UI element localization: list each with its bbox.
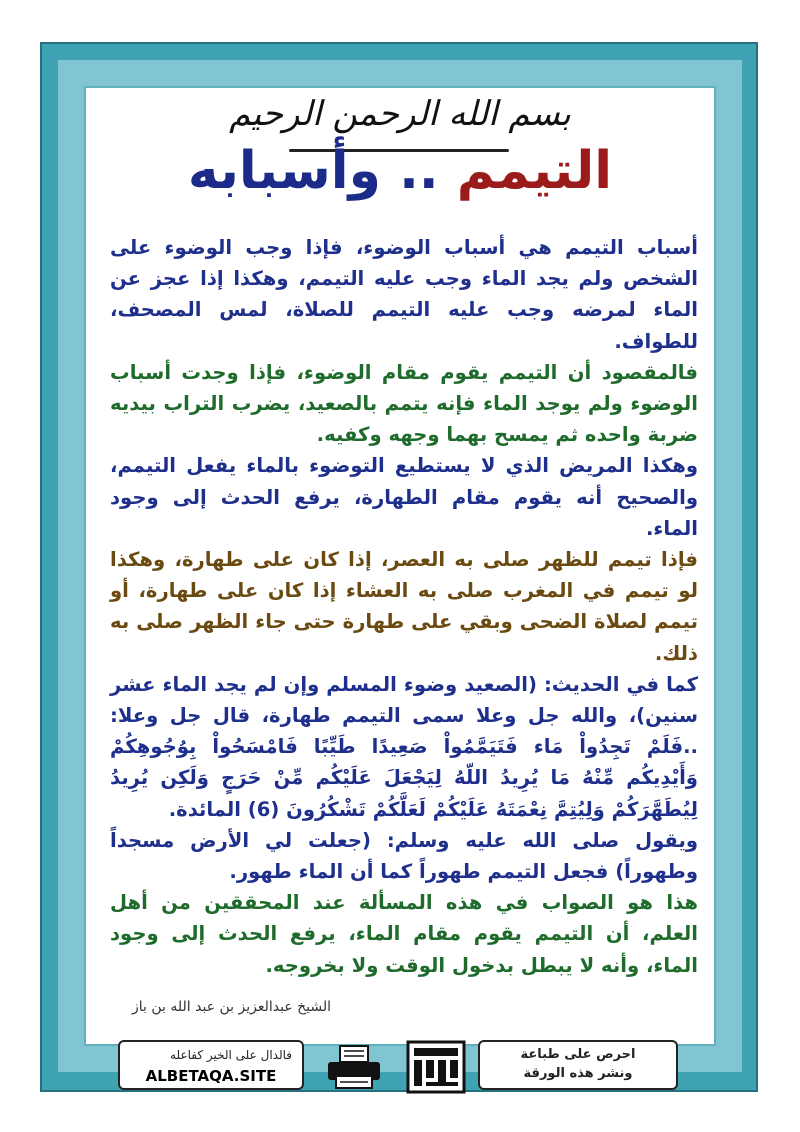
footer-site-box bbox=[118, 1040, 304, 1090]
footer-motto: فالدال على الخير كفاعله bbox=[170, 1048, 292, 1062]
page-title bbox=[84, 141, 716, 201]
paragraph-4: فإذا تيمم للظهر صلى به العصر، إذا كان على طهارة، وهكذا لو تيمم في المغرب صلى به العشاء إذا كان على طهارة، أو تيمم لصلاة الضحى وبقي على طهارة حتى جاء الظهر صلى به ذلك. bbox=[110, 548, 698, 665]
footer-site-link[interactable]: ALBETAQA.SITE bbox=[145, 1067, 277, 1085]
albetaqa-logo bbox=[406, 1040, 466, 1094]
footer-print-line1: احرص على طباعة bbox=[520, 1047, 636, 1062]
footer-print-box bbox=[478, 1040, 678, 1090]
paragraph-6: ويقول صلى الله عليه وسلم: (جعلت لي الأرض مسجداً وطهوراً) فجعل التيمم طهوراً كما أن الماء طهور. bbox=[110, 828, 698, 884]
paragraph-7: هذا هو الصواب في هذه المسألة عند المحققين من أهل العلم، أن التيمم يقوم مقام الماء، يرفع الحدث إلى وجود الماء، وأنه لا يبطل بدخول الوقت ولا بخروجه. bbox=[110, 891, 698, 977]
basmala: بسم الله الرحمن الرحيم bbox=[229, 94, 571, 134]
content-paper bbox=[84, 86, 716, 1046]
title-separator: .. bbox=[399, 141, 439, 201]
footer bbox=[118, 1040, 682, 1094]
paragraph-5: كما في الحديث: (الصعيد وضوء المسلم وإن لم يجد الماء عشر سنين)، والله جل وعلا سمى التيمم طهارة، قال جل وعلا: ..فَلَمْ تَجِدُواْ مَاء فَتَيَمَّمُواْ صَعِيدًا طَيِّبًا فَامْسَحُواْ بِوُجُوهِكُمْ وَأَيْدِيكُم مِّنْهُ مَا يُرِيدُ اللّهُ لِيَجْعَلَ عَلَيْكُم مِّنْ حَرَجٍ وَلَكِن يُرِيدُ لِيُطَهَّرَكُمْ وَلِيُتِمَّ نِعْمَتَهُ عَلَيْكُمْ لَعَلَّكُمْ تَشْكُرُونَ (6) المائدة. bbox=[110, 672, 698, 821]
footer-print-line2: ونشر هذه الورقة bbox=[523, 1066, 633, 1081]
paragraph-2: فالمقصود أن التيمم يقوم مقام الوضوء، فإذا وجدت أسباب الوضوء ولم يوجد الماء فإنه يتمم بالصعيد، يضرب التراب بيديه ضربة واحده ثم يمسح بهما وجهه وكفيه. bbox=[110, 360, 698, 447]
article-body bbox=[110, 232, 698, 981]
author-signature: الشيخ عبدالعزيز بن عبد الله بن باز bbox=[132, 999, 332, 1015]
printer-icon bbox=[324, 1044, 384, 1090]
title-part1: التيمم bbox=[456, 141, 613, 201]
paragraph-3: وهكذا المريض الذي لا يستطيع التوضوء بالماء يفعل التيمم، والصحيح أنه يقوم مقام الطهارة، يرفع الحدث إلى وجود الماء. bbox=[110, 454, 698, 540]
paragraph-1: أسباب التيمم هي أسباب الوضوء، فإذا وجب الوضوء على الشخص ولم يجد الماء وجب عليه التيمم، وهكذا إذا عجز عن الماء لمرضه وجب عليه التيمم للصلاة، لمس المصحف، للطواف. bbox=[110, 236, 698, 353]
title-part2: وأسبابه bbox=[187, 141, 381, 201]
logo-mark bbox=[406, 1040, 466, 1094]
